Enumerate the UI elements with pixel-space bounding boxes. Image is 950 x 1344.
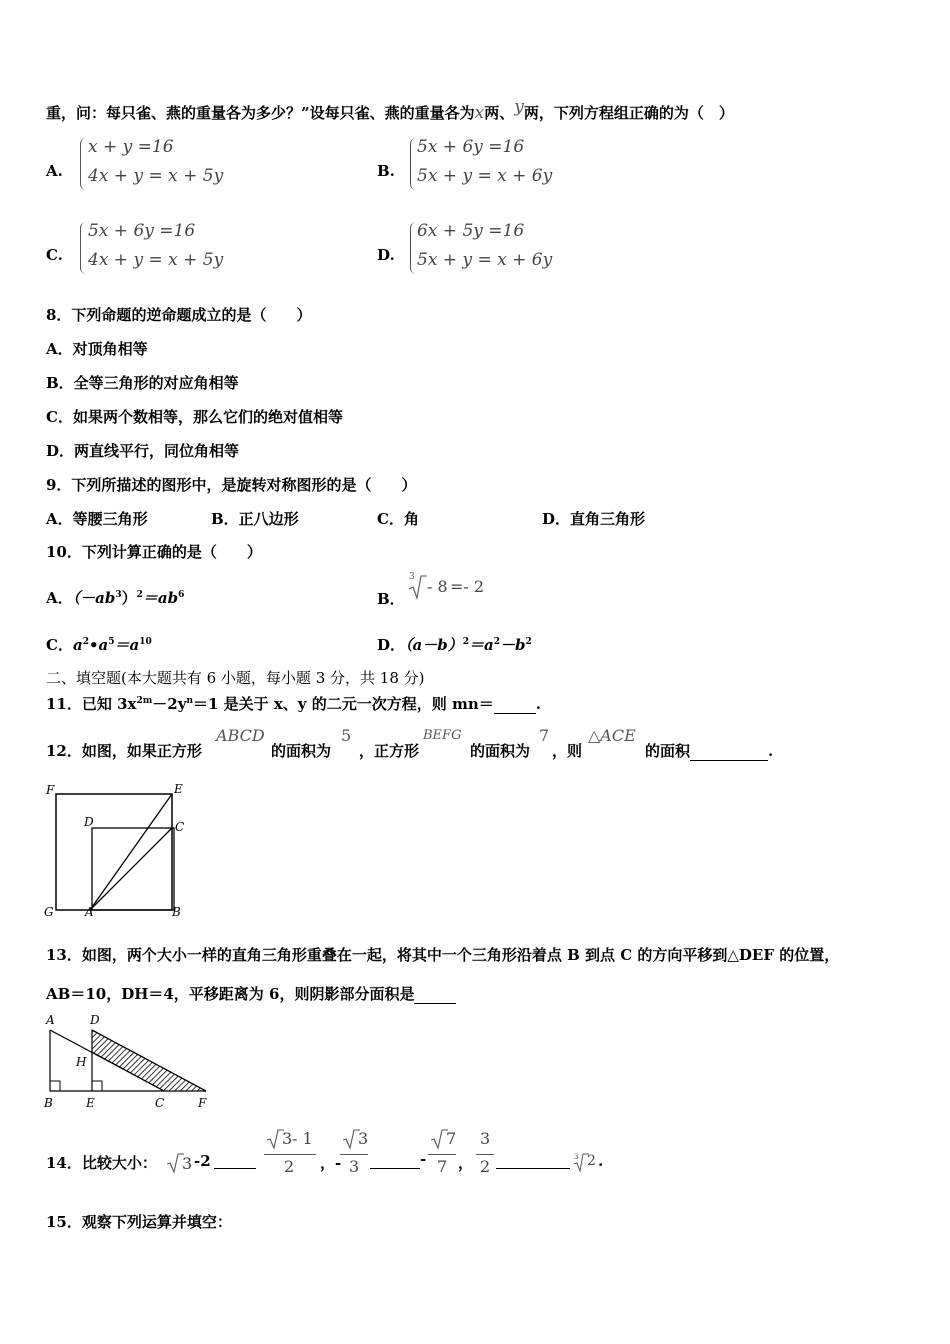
segment-ac	[90, 828, 172, 910]
brace-icon	[410, 138, 417, 190]
q8-option-a[interactable]: A．对顶角相等	[46, 340, 148, 358]
cube-root-expression: 3 2	[573, 1150, 603, 1174]
answer-blank[interactable]	[414, 985, 456, 1004]
answer-blank[interactable]	[494, 695, 536, 714]
label-c: C	[175, 820, 185, 834]
q8-stem: 8．下列命题的逆命题成立的是（ ）	[46, 306, 312, 324]
fraction-3: 7 7	[428, 1126, 456, 1180]
label-e: E	[174, 782, 183, 796]
label-b: B	[172, 905, 181, 919]
label-d: D	[84, 815, 94, 829]
right-angle-b-icon	[50, 1081, 60, 1091]
label-h: H	[76, 1055, 87, 1069]
answer-blank[interactable]	[690, 742, 768, 761]
section-heading: 二、填空题(本大题共有 6 小题，每小题 3 分，共 18 分)	[46, 669, 425, 687]
radical-sign-icon	[407, 572, 427, 602]
q14-stem: 14．比较大小： 3 -2 3 - 1 2 ，- 3 3 - 7 7 ， 3 2 3 2 .	[46, 1124, 646, 1184]
q10-stem: 10．下列计算正确的是（ ）	[46, 543, 262, 561]
q9-stem: 9．下列所描述的图形中，是旋转对称图形的是（ ）	[46, 476, 417, 494]
q8-option-d[interactable]: D．两直线平行，同位角相等	[46, 442, 240, 460]
q12-stem: 12．如图，如果正方形 ABCD 的面积为 5 ，正方形 BEFG 的面积为 7 ，则 △ACE 的面积 .	[46, 726, 774, 760]
brace-icon	[410, 222, 417, 274]
brace-icon	[80, 138, 87, 190]
q9-option-b[interactable]: B．正八边形	[211, 510, 299, 528]
label-b: B	[44, 1096, 53, 1110]
q7-stem: 重，问：每只雀、燕的重量各为多少？”设每只雀、燕的重量各为x两、y两，下列方程组正确的为（ ）	[46, 97, 734, 123]
q13-figure	[40, 1010, 220, 1115]
q8-option-c[interactable]: C．如果两个数相等，那么它们的绝对值相等	[46, 408, 343, 426]
label-c: C	[155, 1096, 165, 1110]
square-befg	[56, 794, 172, 910]
brace-icon	[80, 222, 87, 274]
answer-blank[interactable]	[496, 1154, 570, 1169]
q8-option-b[interactable]: B．全等三角形的对应角相等	[46, 374, 239, 392]
fraction-4: 3 2	[476, 1126, 494, 1180]
label-g: G	[44, 905, 54, 919]
label-e: E	[86, 1096, 95, 1110]
answer-blank[interactable]	[214, 1154, 256, 1169]
label-d: D	[90, 1013, 100, 1027]
q15-stem: 15．观察下列运算并填空：	[46, 1213, 232, 1231]
fraction-1: 3 - 1 2	[264, 1126, 316, 1180]
square-abcd	[92, 828, 174, 910]
answer-blank[interactable]	[370, 1154, 420, 1169]
q9-option-d[interactable]: D．直角三角形	[542, 510, 646, 528]
q9-option-c[interactable]: C．角	[377, 510, 419, 528]
fraction-2: 3 3	[340, 1126, 368, 1180]
label-a: A	[46, 1013, 55, 1027]
cube-root-expression: 3 - 8 =- 2	[407, 572, 487, 602]
q11-stem: 11．已知 $3x^{2m}-2y^n=1$ 是关于 x、y 的二元一次方程，则 mn＝ .	[46, 695, 541, 713]
label-f: F	[198, 1096, 207, 1110]
right-angle-e-icon	[92, 1081, 102, 1091]
label-f: F	[46, 783, 55, 797]
label-a: A	[85, 905, 94, 919]
q12-figure	[40, 780, 200, 920]
q10-option-d[interactable]: D．$(a-b)^2=a^2-b^2$	[377, 636, 532, 654]
q13-line2: AB＝10，DH＝4，平移距离为 6，则阴影部分面积是	[46, 983, 456, 1004]
q9-option-a[interactable]: A．等腰三角形	[46, 510, 148, 528]
segment-ae	[90, 794, 172, 910]
q13-line1: 13．如图，两个大小一样的直角三角形重叠在一起，将其中一个三角形沿着点 B 到点 C 的方向平移到△DEF 的位置，	[46, 946, 840, 964]
q10-option-a[interactable]: A．$(-ab^3)^2=ab^6$	[46, 589, 185, 607]
q10-option-c[interactable]: C．$a^2•a^5=a^{10}$	[46, 636, 152, 654]
